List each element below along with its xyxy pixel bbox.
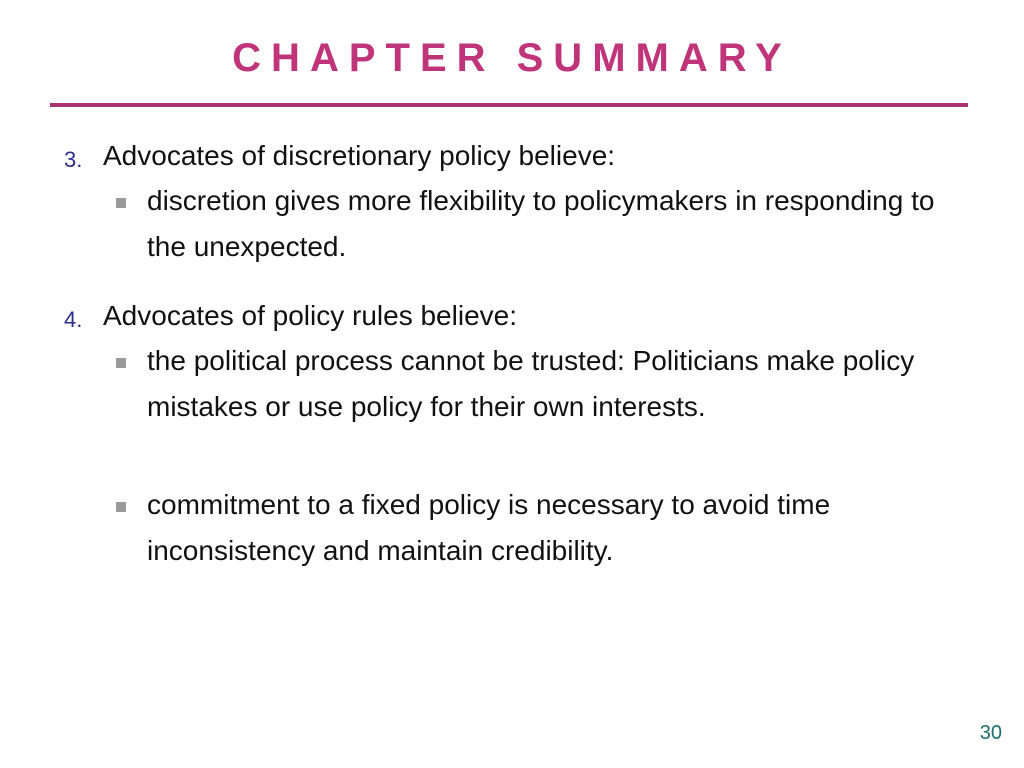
sub-bullet-text: the political process cannot be trusted: Politicians make policy mistakes or use policy for their own interests. [147, 345, 915, 422]
sub-bullet-text: commitment to a fixed policy is necessary to avoid time inconsistency and maintain credibility. [147, 489, 831, 566]
slide-title: CHAPTER SUMMARY [232, 36, 792, 80]
square-bullet-icon [116, 198, 126, 208]
item-number: 4. [64, 307, 83, 332]
square-bullet-icon [116, 358, 126, 368]
page-number: 30 [979, 722, 1002, 744]
item-number: 3. [64, 147, 83, 172]
square-bullet-icon [116, 502, 126, 512]
item-text: Advocates of policy rules believe: [103, 300, 517, 331]
sub-bullet-text: discretion gives more flexibility to policymakers in responding to the unexpected. [147, 185, 935, 262]
item-text: Advocates of discretionary policy believe: [103, 140, 616, 171]
